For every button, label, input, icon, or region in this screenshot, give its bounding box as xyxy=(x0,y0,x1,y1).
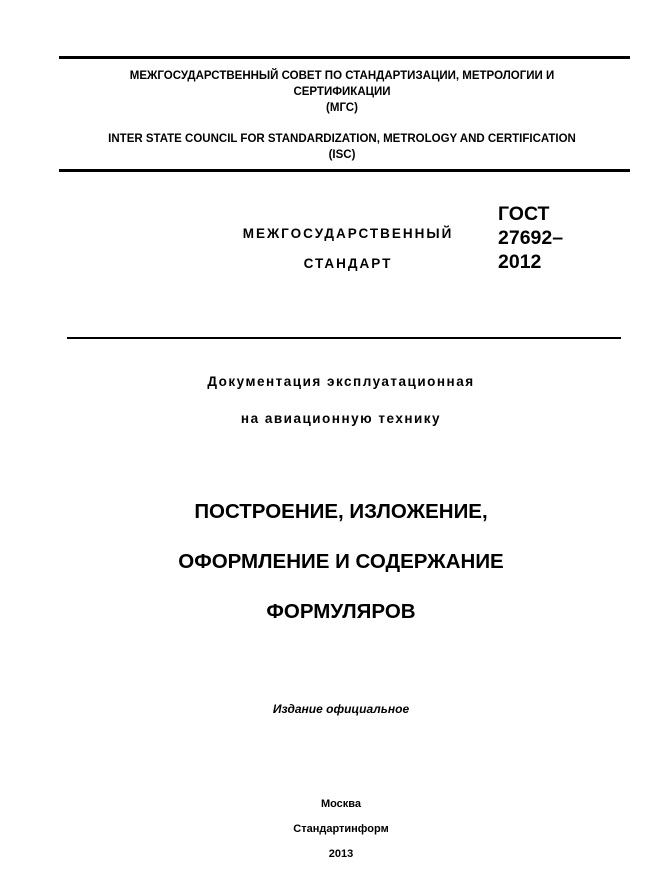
subtitle-line-2: на авиационную технику xyxy=(240,411,442,426)
imprint-publisher: Стандартинформ xyxy=(293,823,389,835)
header-divider xyxy=(59,169,630,172)
standard-label-line-2: СТАНДАРТ xyxy=(303,256,393,271)
title-divider xyxy=(67,337,621,339)
document-title-line-1: ПОСТРОЕНИЕ, ИЗЛОЖЕНИЕ, xyxy=(194,500,488,523)
subtitle-line-1: Документация эксплуатационная xyxy=(207,374,475,389)
council-en-line-1: INTER STATE COUNCIL FOR STANDARDIZATION, METROLOGY AND CERTIFICATION xyxy=(108,133,576,145)
document-title-line-2: ОФОРМЛЕНИЕ И СОДЕРЖАНИЕ xyxy=(178,550,504,573)
council-name-ru xyxy=(62,68,622,116)
council-ru-line-1: МЕЖГОСУДАРСТВЕННЫЙ СОВЕТ ПО СТАНДАРТИЗАЦИИ, МЕТРОЛОГИИ И xyxy=(129,70,555,82)
imprint-year: 2013 xyxy=(328,848,354,860)
imprint-city: Москва xyxy=(320,798,362,810)
document-title-line-3: ФОРМУЛЯРОВ xyxy=(266,600,416,623)
council-ru-line-2: СЕРТИФИКАЦИИ xyxy=(293,86,391,98)
designation-prefix: ГОСТ xyxy=(498,203,550,225)
council-name-en xyxy=(62,131,622,163)
top-divider xyxy=(59,56,630,59)
council-en-abbr: (ISC) xyxy=(328,149,356,161)
designation-number: 27692– xyxy=(498,227,564,249)
edition-note: Издание официальное xyxy=(272,702,410,716)
standard-label-line-1: МЕЖГОСУДАРСТВЕННЫЙ xyxy=(242,226,454,241)
standard-designation xyxy=(498,202,563,274)
council-ru-abbr: (МГС) xyxy=(326,102,358,114)
designation-year: 2012 xyxy=(498,251,542,273)
